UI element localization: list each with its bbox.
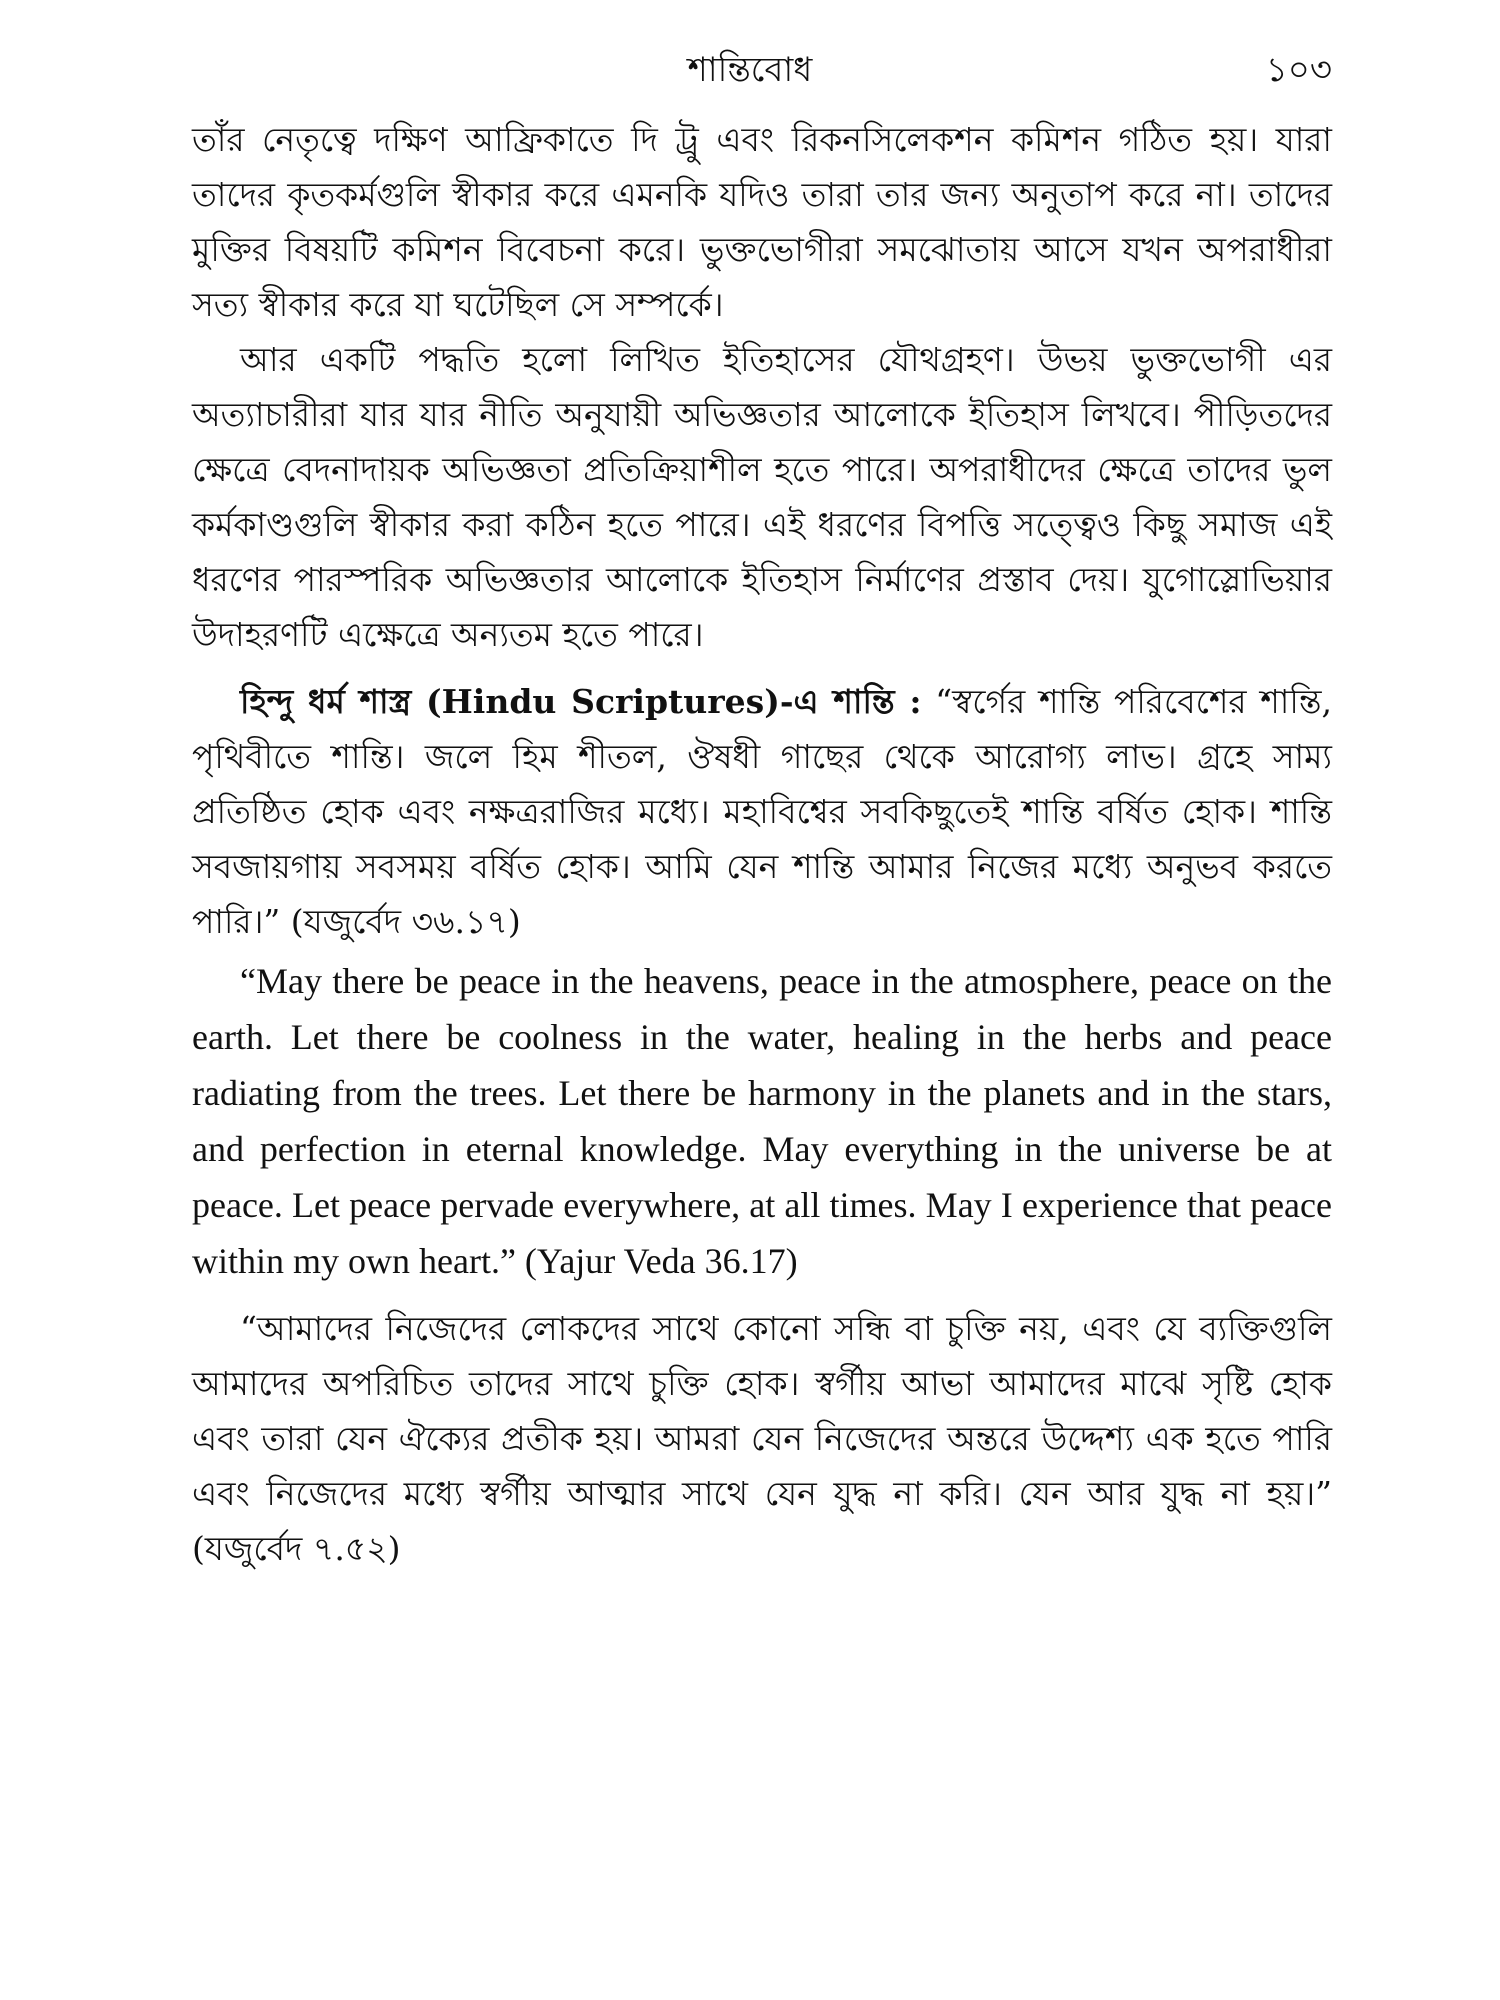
paragraph-commission: তাঁর নেতৃত্বে দক্ষিণ আফ্রিকাতে দি ট্রু এবং রিকনসিলেকশন কমিশন গঠিত হয়। যারা তাদের কৃতকর্মগুলি স্বীকার করে এমনকি যদিও তারা তার জন্য অনুতাপ করে না। তাদের মুক্তির বিষয়টি কমিশন বিবেচনা করে। ভুক্তভোগীরা সমঝোতায় আসে যখন অপরাধীরা সত্য স্বীকার করে যা ঘটেছিল সে সম্পর্কে। xyxy=(192,120,1332,324)
quote-yajur-veda-english: “May there be peace in the heavens, peace in the atmosphere, peace on the earth. Let there be coolness in the water, healing in the herbs and peace radiating from the trees. Let there be harmony in the planets and in the stars, and perfection in eternal knowledge. May everything in the universe be at peace. Let peace pervade everywhere, at all times. May I experience that peace within my own heart.” (Yajur Veda 36.17) xyxy=(192,961,1332,1281)
section-heading-hindu-scriptures: হিন্দু ধর্ম শাস্ত্র (Hindu Scriptures)-এ শান্তি : xyxy=(240,682,922,721)
paragraph-hindu-scriptures xyxy=(192,674,1332,949)
quote-yajur-veda-7-52: “আমাদের নিজেদের লোকদের সাথে কোনো সন্ধি বা চুক্তি নয়, এবং যে ব্যক্তিগুলি আমাদের অপরিচিত তাদের সাথে চুক্তি হোক। স্বর্গীয় আভা আমাদের মাঝে সৃষ্টি হোক এবং তারা যেন ঐক্যের প্রতীক হয়। আমরা যেন নিজেদের অন্তরে উদ্দেশ্য এক হতে পারি এবং নিজেদের মধ্যে স্বর্গীয় আত্মার সাথে যেন যুদ্ধ না করি। যেন আর যুদ্ধ না হয়।” (যজুর্বেদ ৭.৫২) xyxy=(192,1309,1332,1568)
running-header xyxy=(0,40,1500,100)
paragraph-shared-history: আর একটি পদ্ধতি হলো লিখিত ইতিহাসের যৌথগ্রহণ। উভয় ভুক্তভোগী এর অত্যাচারীরা যার যার নীতি অনুযায়ী অভিজ্ঞতার আলোকে ইতিহাস লিখবে। পীড়িতদের ক্ষেত্রে বেদনাদায়ক অভিজ্ঞতা প্রতিক্রিয়াশীল হতে পারে। অপরাধীদের ক্ষেত্রে তাদের ভুল কর্মকাণ্ডগুলি স্বীকার করা কঠিন হতে পারে। এই ধরণের বিপত্তি সত্ত্বেও কিছু সমাজ এই ধরণের পারস্পরিক অভিজ্ঞতার আলোকে ইতিহাস নির্মাণের প্রস্তাব দেয়। যুগোস্লোভিয়ার উদাহরণটি এক্ষেত্রে অন্যতম হতে পারে। xyxy=(192,340,1332,654)
page-number: ১০৩ xyxy=(1265,50,1332,90)
body-text xyxy=(192,112,1332,1576)
running-title: শান্তিবোধ xyxy=(687,50,813,90)
quote-yajur-veda-bengali: “স্বর্গের শান্তি পরিবেশের শান্তি, পৃথিবীতে শান্তি। জলে হিম শীতল, ঔষধী গাছের থেকে আরোগ্য লাভ। গ্রহে সাম্য প্রতিষ্ঠিত হোক এবং নক্ষত্ররাজির মধ্যে। মহাবিশ্বের সবকিছুতেই শান্তি বর্ষিত হোক। শান্তি সবজায়গায় সবসময় বর্ষিত হোক। আমি যেন শান্তি আমার নিজের মধ্যে অনুভব করতে পারি।” (যজুর্বেদ ৩৬.১৭) xyxy=(192,682,1332,941)
